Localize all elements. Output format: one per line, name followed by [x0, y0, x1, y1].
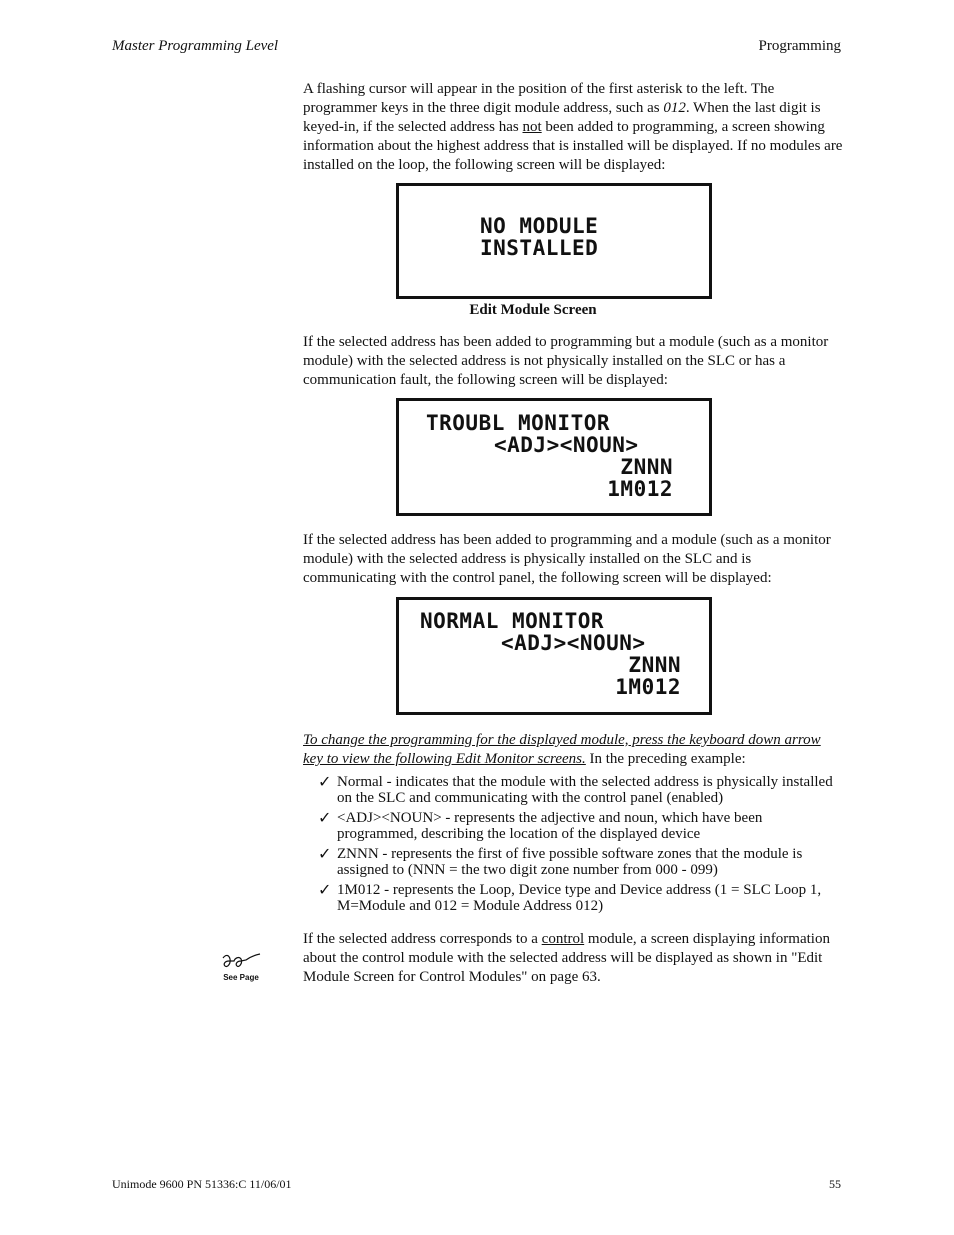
lcd-line-2: <ADJ><NOUN> — [501, 631, 646, 655]
paragraph-change-programming — [303, 731, 843, 769]
lcd-line-1: NORMAL MONITOR — [420, 609, 605, 633]
lcd-line-4: 1M012 — [615, 675, 681, 699]
see-page-marker — [218, 952, 264, 982]
para1-text-a: A flashing cursor will appear in the position of the first asterisk to the left. The programmer keys in the three digit module address, such as — [303, 81, 775, 116]
paragraph-not-installed: If the selected address has been added to programming but a module (such as a monitor module) with the selected address is not physically installed on the SLC or has a communication fault, the following screen will be displayed: — [303, 334, 829, 388]
lcd-screen-troubl-monitor — [396, 398, 712, 516]
checkmark-icon: ✓ — [318, 880, 332, 899]
footer-page-number: 55 — [829, 1177, 841, 1191]
para4-rest: In the preceding example: — [585, 751, 746, 767]
lcd-screen-no-module — [396, 183, 712, 299]
para1-not: not — [522, 119, 542, 135]
checklist-item — [318, 882, 843, 914]
checklist-item-text: ZNNN - represents the first of five possible software zones that the module is assigned to (NNN = the two digit zone number from 000 - 099) — [337, 846, 803, 878]
checklist-item — [318, 810, 843, 842]
checklist-item — [318, 846, 843, 878]
checklist-item — [318, 774, 843, 806]
para5-text-b: module, a screen displaying information about the control module with the selected address will be displayed as shown in "Edit Module Screen for Control Modules" on page 63. — [303, 931, 830, 985]
running-header-section: Programming — [758, 38, 841, 54]
example-checklist — [318, 774, 843, 918]
lcd-line-1: NO MODULE — [480, 214, 599, 238]
eyeglasses-icon — [220, 952, 262, 972]
para1-address: 012 — [663, 100, 686, 116]
para5-control: control — [541, 931, 585, 947]
lcd-line-3: ZNNN — [620, 455, 673, 479]
paragraph-flashing-cursor — [303, 80, 843, 175]
checklist-item-text: 1M012 - represents the Loop, Device type and Device address (1 = SLC Loop 1, M=Module and 012 = Module Address 012) — [337, 882, 822, 914]
figure-caption: Edit Module Screen — [469, 302, 597, 318]
footer-document-info: Unimode 9600 PN 51336:C 11/06/01 — [112, 1177, 292, 1191]
para1-text-c: been added to programming, a screen showing information about the highest address that is installed will be displayed. If no modules are installed on the loop, the following screen will be displayed: — [303, 119, 843, 173]
see-page-label: See Page — [223, 973, 259, 982]
checklist-item-text: <ADJ><NOUN> - represents the adjective and noun, which have been programmed, describing the location of the displayed device — [337, 810, 763, 842]
checklist-item-text: Normal - indicates that the module with the selected address is physically installed on the SLC and communicating with the control panel (enabled) — [337, 774, 833, 806]
lcd-line-1: TROUBL MONITOR — [426, 411, 611, 435]
edit-monitor-screens-link[interactable]: To change the programming for the displayed module, press the keyboard down arrow key to view the following Edit Monitor screens. — [303, 732, 821, 767]
checkmark-icon: ✓ — [318, 844, 332, 863]
para5-text-a: If the selected address corresponds to a — [303, 931, 542, 947]
paragraph-installed: If the selected address has been added to programming and a module (such as a monitor module) with the selected address is physically installed on the SLC and is communicating with the control panel, the following screen will be displayed: — [303, 532, 831, 586]
lcd-line-2: <ADJ><NOUN> — [494, 433, 639, 457]
lcd-screen-normal-monitor — [396, 597, 712, 715]
lcd-line-3: ZNNN — [628, 653, 681, 677]
paragraph-control-module — [303, 930, 843, 987]
running-header-title: Master Programming Level — [112, 38, 279, 54]
lcd-line-4: 1M012 — [607, 477, 673, 501]
checkmark-icon: ✓ — [318, 808, 332, 827]
lcd-line-2: INSTALLED — [480, 236, 599, 260]
para1-text-b: . When the last digit is keyed-in, if the selected address has — [303, 100, 821, 135]
checkmark-icon: ✓ — [318, 772, 332, 791]
